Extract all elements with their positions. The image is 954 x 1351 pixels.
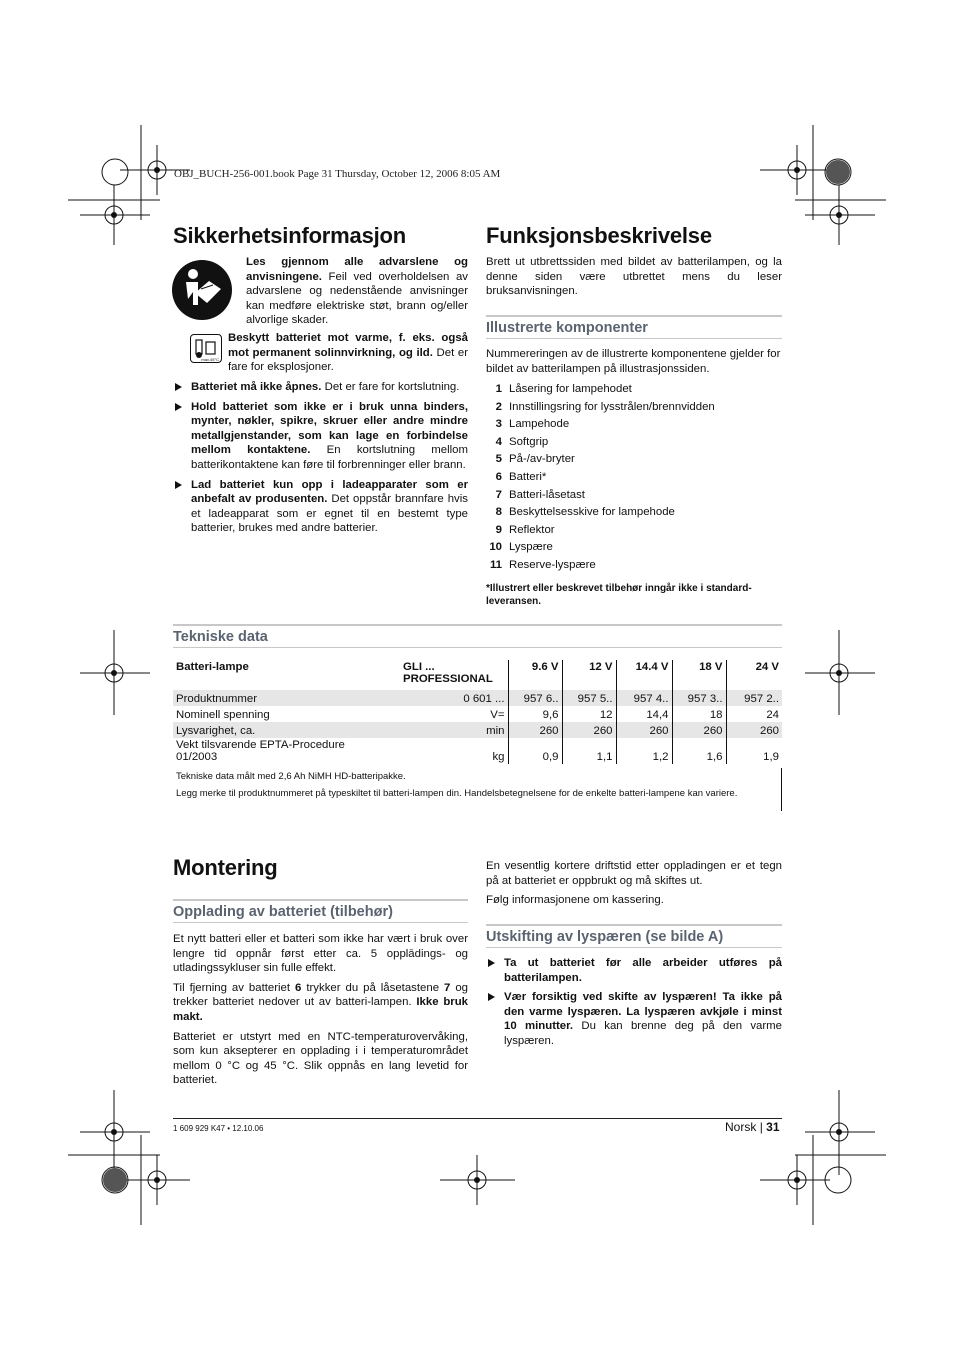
list-item: 5 På-/av-bryter <box>495 453 575 466</box>
tech-note-1: Tekniske data målt med 2,6 Ah NiMH HD-batteripakke. <box>176 771 406 782</box>
footer-rule <box>173 1118 782 1119</box>
table-row: Vekt tilsvarende EPTA-Procedure 01/2003 kg 0,9 1,1 1,2 1,6 1,9 <box>173 738 782 764</box>
list-item: 6 Batteri* <box>495 470 547 483</box>
tech-table <box>173 660 782 764</box>
list-item: 3 Lampehode <box>495 418 570 431</box>
read-manual-icon <box>171 259 233 321</box>
list-item: 1 Låsering for lampehodet <box>495 383 632 395</box>
list-item: 11 Reserve-lyspære <box>489 558 596 571</box>
montering-title: Montering <box>173 855 278 880</box>
safety-bullets <box>173 380 468 541</box>
doc-code: 1 609 929 K47 • 12.10.06 <box>173 1124 264 1133</box>
components-intro: Nummereringen av de illustrerte komponentene gjelder for bildet av batterilampen på illustrasjonssiden. <box>486 348 781 375</box>
list-item: 7 Batteri-låsetast <box>495 488 585 501</box>
list-item: 8 Beskyttelsesskive for lampehode <box>495 506 675 519</box>
battery-life-text: En vesentlig kortere driftstid etter oppladingen er et tegn på at batteriet er oppbrukt og må skiftes ut. Følg informasjonene om kassering. <box>486 860 782 907</box>
table-row: Batteri-lampe GLI ... PROFESSIONAL 9.6 V 12 V 14.4 V 18 V 24 V <box>173 660 782 690</box>
table-border <box>781 768 782 811</box>
print-header: OBJ_BUCH-256-001.book Page 31 Thursday, October 12, 2006 8:05 AM <box>174 168 501 180</box>
bulb-bullets <box>486 956 782 1054</box>
accessory-footnote: *Illustrert eller beskrevet tilbehør inngår ikke i standard-leveransen. <box>486 583 752 607</box>
list-item: Batteriet må ikke åpnes. Det er fare for kortslutning. <box>173 380 468 395</box>
list-item: Lad batteriet kun opp i ladeapparater som er anbefalt av produsenten. Det oppstår brannfare hvis et ladeapparat som er egnet til en bestemt type batterier, brukes med andre batterier. <box>173 478 468 536</box>
list-item: 2 Innstillingsring for lysstrålen/brennvidden <box>495 400 715 413</box>
list-item: Ta ut batteriet før alle arbeider utføres på batterilampen. <box>486 956 782 985</box>
warning-read-instructions: Les gjennom alle advarslene og anvisningene. Feil ved overholdelsen av advarslene og nedenstående anvisninger kan medføre elektriske støt, brann og/eller alvorlige skader. <box>246 256 468 327</box>
table-row: Nominell spenning V= 9,6 12 14,4 18 24 <box>173 706 782 722</box>
page-footer: Norsk | 31 <box>725 1120 780 1134</box>
function-intro: Brett ut utbrettssiden med bildet av batterilampen, og la denne siden være utbrettet mens du leser bruksanvisningen. <box>486 256 782 298</box>
tech-note-2: Legg merke til produktnummeret på typeskiltet til batteri-lampen din. Handelsbetegnelsene for de enkelte batteri-lampene kan variere. <box>176 788 738 799</box>
components-list <box>486 381 782 575</box>
table-row: Lysvarighet, ca. min 260 260 260 260 260 <box>173 722 782 738</box>
heat-warning-icon: max.45°C <box>190 334 222 363</box>
charging-subtitle: Opplading av batteriet (tilbehør) <box>173 899 468 923</box>
safety-title: Sikkerhetsinformasjon <box>173 223 406 248</box>
warning-heat: Beskytt batteriet mot varme, f. eks. også mot permanent solinnvirkning, og ild. Det er fare for eksplosjoner. <box>228 332 468 374</box>
tech-subtitle: Tekniske data <box>173 624 782 648</box>
table-row: Produktnummer 0 601 ... 957 6.. 957 5.. 957 4.. 957 3.. 957 2.. <box>173 690 782 706</box>
list-item: 4 Softgrip <box>495 435 549 448</box>
components-subtitle: Illustrerte komponenter <box>486 315 782 339</box>
bulb-subtitle: Utskifting av lyspæren (se bilde A) <box>486 924 782 948</box>
list-item: 9 Reflektor <box>495 523 555 536</box>
function-title: Funksjonsbeskrivelse <box>486 223 712 248</box>
list-item: Hold batteriet som ikke er i bruk unna binders, mynter, nøkler, spikre, skruer eller andre mindre metallgjenstander, som kan lage en forbindelse mellom kontaktene. En kortslutning mellom batterikontaktene kan føre til forbrenninger eller brann. <box>173 400 468 473</box>
list-item: Vær forsiktig ved skifte av lyspæren! Ta ikke på den varme lyspæren. La lyspæren avkjøle i minst 10 minutter. Du kan brenne deg på den varme lyspæren. <box>486 990 782 1048</box>
list-item: 10 Lyspære <box>489 541 553 554</box>
charging-text: Et nytt batteri eller et batteri som ikke har vært i bruk over lengre tid oppnår først etter ca. 5 opplādings- og utladingssykluser sin fulle effekt. Til fjerning av batteriet 6 trykker du på låsetastene 7 og trekker batteriet nedover ut av batteri-lampen. Ikke bruk makt. Batteriet er utstyrt med en NTC-temperaturovervåking, som kun aksepterer en opplading i i temperaturområdet mellom 0 °C og 45 °C. Slik oppnås en lang levetid for batteriet. <box>173 933 468 1087</box>
